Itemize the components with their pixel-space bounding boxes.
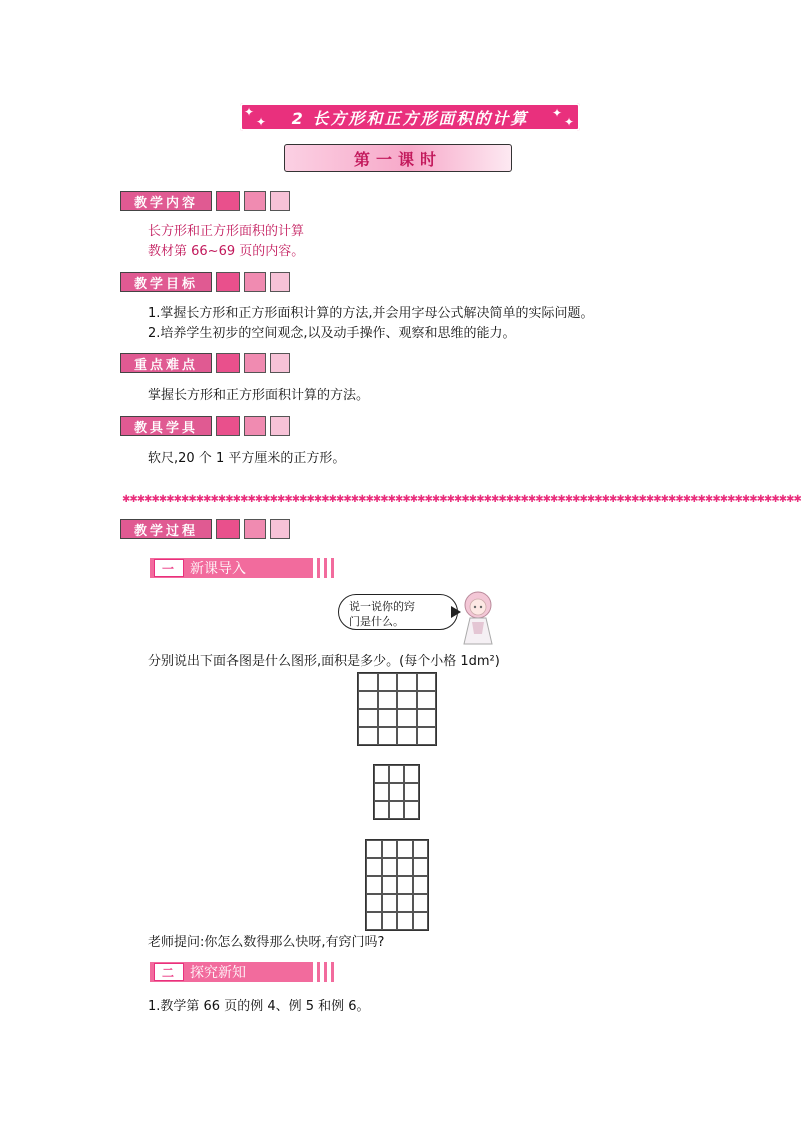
grid-cell [397,691,417,709]
section-header-goals [120,272,290,292]
lesson-title: 第一课时 [353,149,442,169]
bubble-line-1: 说一说你的窍 [349,600,415,613]
grid-cell [413,912,429,930]
grid-cell [358,673,378,691]
grid-cell [404,783,419,801]
star-divider: ✱✱✱✱✱✱✱✱✱✱✱✱✱✱✱✱✱✱✱✱✱✱✱✱✱✱✱✱✱✱✱✱✱✱✱✱✱✱✱✱✱✱✱✱✱✱✱✱✱✱✱✱✱✱✱✱✱✱✱✱✱✱✱✱✱✱✱✱✱✱✱✱✱✱✱✱✱✱✱✱✱✱✱✱✱✱✱✱✱✱✱✱ [122,494,801,505]
step-bar-1 [150,558,334,578]
grid-cell [366,894,382,912]
content-line-1: 长方形和正方形面积的计算 [148,224,305,239]
girl-character-icon [456,590,500,648]
star-icon: ✦ [563,115,576,129]
grid-cell [417,673,437,691]
grid-cell [358,691,378,709]
grid-cell [382,912,398,930]
tools-line: 软尺,20 个 1 平方厘米的正方形。 [148,451,346,466]
grid-cell [382,840,398,858]
grid-cell [374,765,389,783]
grid-cell [366,840,382,858]
star-icon: ✦ [244,105,257,119]
grid-cell [397,912,413,930]
speech-bubble [338,594,458,630]
chapter-title-banner [240,103,580,131]
grid-square-4x4 [357,672,437,746]
grid-cell [404,765,419,783]
grid-cell [378,691,398,709]
grid-cell [382,858,398,876]
star-icon: ✦ [551,106,564,120]
step-number: 二 [154,963,184,981]
section-header-keypoints [120,353,290,373]
section-label: 教学目标 [120,272,212,292]
grid-cell [389,783,404,801]
grid-cell [413,894,429,912]
grid-cell [366,912,382,930]
grid-cell [374,783,389,801]
grid-cell [366,876,382,894]
grid-cell [397,709,417,727]
grid-cell [397,673,417,691]
teacher-question: 老师提问:你怎么数得那么快呀,有窍门吗? [148,935,385,950]
grid-cell [374,801,389,819]
grid-cell [358,727,378,745]
grid-cell [366,858,382,876]
grid-cell [413,858,429,876]
bubble-line-2: 门是什么。 [349,615,404,628]
grid-cell [397,727,417,745]
grid-cell [397,840,413,858]
grid-cell [389,765,404,783]
grid-cell [404,801,419,819]
section-label: 重点难点 [120,353,212,373]
goal-line-2: 2.培养学生初步的空间观念,以及动手操作、观察和思维的能力。 [148,326,516,341]
section-header-content [120,191,290,211]
grid-cell [382,894,398,912]
grid-cell [397,894,413,912]
grid-cell [382,876,398,894]
grid-cell [417,709,437,727]
step-name: 探究新知 [190,965,246,981]
section-header-process [120,519,290,539]
star-icon: ✦ [256,115,269,129]
step-bar-2 [150,962,334,982]
grid-rectangle-4x5 [365,839,429,931]
grid-cell [397,858,413,876]
example-line: 1.教学第 66 页的例 4、例 5 和例 6。 [148,999,370,1014]
grid-cell [389,801,404,819]
section-label: 教学内容 [120,191,212,211]
grid-cell [417,727,437,745]
step-number: 一 [154,559,184,577]
grid-square-3x3 [373,764,420,820]
section-label: 教具学具 [120,416,212,436]
grid-cell [413,876,429,894]
grid-cell [378,709,398,727]
content-line-2: 教材第 66~69 页的内容。 [148,244,305,259]
grid-cell [397,876,413,894]
question-prompt: 分别说出下面各图是什么图形,面积是多少。(每个小格 1dm²) [148,654,500,669]
grid-cell [413,840,429,858]
grid-cell [378,673,398,691]
grid-cell [358,709,378,727]
grid-cell [378,727,398,745]
section-label: 教学过程 [120,519,212,539]
lesson-banner [284,144,512,172]
step-name: 新课导入 [190,561,246,577]
grid-cell [417,691,437,709]
section-header-tools [120,416,290,436]
keypoint-line: 掌握长方形和正方形面积计算的方法。 [148,388,370,403]
chapter-title: 2 长方形和正方形面积的计算 [291,108,529,128]
goal-line-1: 1.掌握长方形和正方形面积计算的方法,并会用字母公式解决简单的实际问题。 [148,306,594,321]
